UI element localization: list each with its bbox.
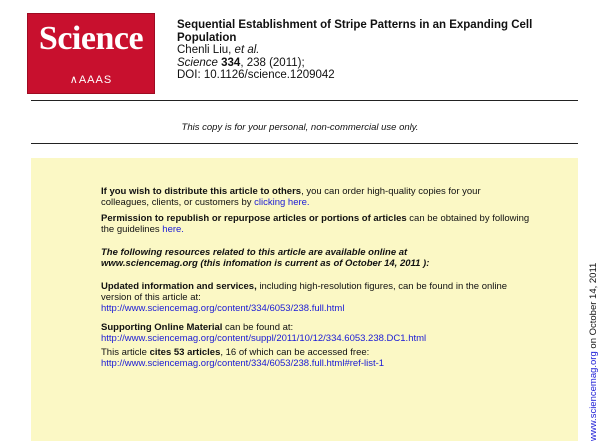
reference-list-link[interactable]: http://www.sciencemag.org/content/334/6053/238.full.html#ref-list-1	[101, 358, 385, 369]
clicking-here-link[interactable]: clicking here.	[254, 197, 310, 208]
citations-section: This article cites 53 articles, 16 of which can be accessed free: http://www.sciencemag.org/content/334/6053/238.full.html#ref-list-1	[101, 347, 385, 369]
logo-wordmark: Science	[38, 20, 144, 57]
resources-heading: The following resources related to this article are available online at www.sciencemag.org (this infomation is current as of October 14, 2011 ):	[101, 247, 430, 269]
personal-use-notice: This copy is for your personal, non-commercial use only.	[181, 122, 419, 133]
aaas-mark-icon: ∧	[69, 74, 79, 86]
sciencemag-side-link[interactable]: www.sciencemag.org	[588, 351, 599, 441]
science-logo	[27, 13, 155, 94]
download-date-stamp: www.sciencemag.org on October 14, 2011	[588, 262, 599, 441]
updated-info-section: Updated information and services, including high-resolution figures, can be found in the online version of this article at: http://www.sciencemag.org/content/334/6053/238.full.html	[101, 281, 508, 314]
article-authors: Chenli Liu, et al.	[177, 44, 260, 56]
supplementary-link[interactable]: http://www.sciencemag.org/content/suppl/2011/10/12/334.6053.238.DC1.html	[101, 333, 427, 344]
article-header	[177, 19, 537, 82]
supporting-material-section: Supporting Online Material can be found at: http://www.sciencemag.org/content/suppl/2011/10/12/334.6053.238.DC1.html	[101, 322, 427, 344]
distribute-section: If you wish to distribute this article to others, you can order high-quality copies for your colleagues, clients, or customers by clicking here.	[101, 186, 481, 208]
article-doi: DOI: 10.1126/science.1209042	[177, 69, 335, 81]
top-divider	[31, 100, 578, 101]
notice-divider	[31, 143, 578, 144]
article-citation: Science 334, 238 (2011);	[177, 56, 305, 69]
logo-publisher: ∧AAAS	[69, 74, 113, 86]
full-text-link[interactable]: http://www.sciencemag.org/content/334/6053/238.full.html	[101, 303, 345, 314]
permission-section: Permission to republish or repurpose articles or portions of articles can be obtained by following the guidelines here.	[101, 213, 530, 235]
guidelines-here-link[interactable]: here.	[162, 224, 184, 235]
article-title: Sequential Establishment of Stripe Patterns in an Expanding Cell Population	[177, 19, 533, 44]
